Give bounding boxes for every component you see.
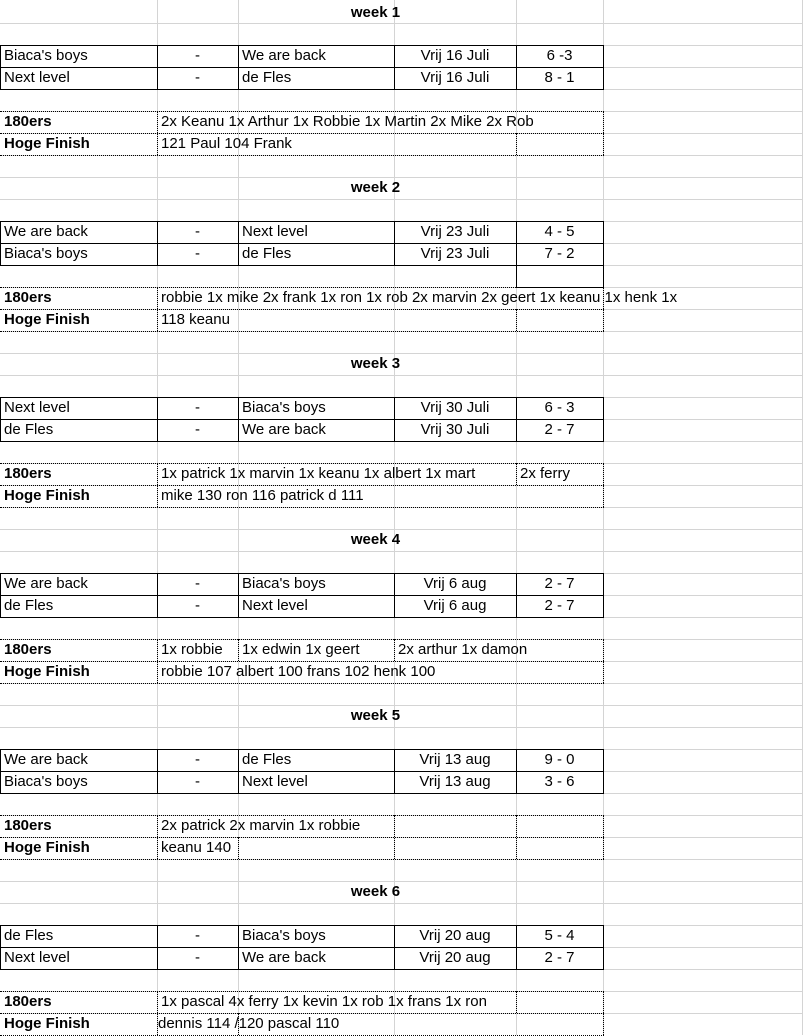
week-title: week 5 xyxy=(350,707,401,724)
match-row xyxy=(0,243,803,265)
match-date: Vrij 23 Juli xyxy=(420,223,490,240)
away-team: de Fles xyxy=(242,69,292,86)
cell-border xyxy=(0,661,604,662)
match-row xyxy=(0,595,803,617)
cell-border xyxy=(0,639,604,640)
cell-border xyxy=(157,45,158,90)
cell-border xyxy=(603,639,604,683)
finish-row xyxy=(0,1013,803,1035)
finish-value: 118 keanu xyxy=(161,311,230,328)
cell-border xyxy=(603,111,604,155)
match-score: 5 - 4 xyxy=(544,927,575,944)
home-team: Next level xyxy=(4,69,70,86)
gridline xyxy=(0,375,803,376)
match-date: Vrij 6 aug xyxy=(423,575,487,592)
cell-border xyxy=(0,287,604,288)
180ers-value: 1x patrick 1x marvin 1x keanu 1x albert 1x mart xyxy=(161,465,476,482)
separator: - xyxy=(195,399,200,416)
cell-border xyxy=(516,45,517,90)
cell-border xyxy=(238,45,239,90)
cell-border xyxy=(157,463,158,507)
finish-label: Hoge Finish xyxy=(4,487,90,504)
cell-border xyxy=(0,969,604,970)
cell-border xyxy=(157,111,158,155)
match-score: 8 - 1 xyxy=(544,69,575,86)
180ers-row xyxy=(0,287,803,309)
180ers-value: 2x patrick 2x marvin 1x robbie xyxy=(161,817,361,834)
180ers-row xyxy=(0,815,803,837)
cell-border xyxy=(0,947,604,948)
cell-border xyxy=(394,815,395,859)
week-6-header-row xyxy=(0,881,803,903)
separator: - xyxy=(195,751,200,768)
finish-value: mike 130 ron 116 patrick d 111 xyxy=(161,487,364,504)
cell-border xyxy=(0,331,604,332)
separator: - xyxy=(195,223,200,240)
match-score: 2 - 7 xyxy=(544,575,575,592)
match-row xyxy=(0,771,803,793)
match-date: Vrij 30 Juli xyxy=(420,421,490,438)
cell-border xyxy=(603,45,604,90)
match-row xyxy=(0,221,803,243)
cell-border xyxy=(0,243,604,244)
cell-border xyxy=(0,419,604,420)
cell-border xyxy=(0,595,604,596)
match-score: 7 - 2 xyxy=(544,245,575,262)
match-score: 2 - 7 xyxy=(544,597,575,614)
match-score: 4 - 5 xyxy=(544,223,575,240)
cell-border xyxy=(0,133,604,134)
cell-border xyxy=(157,573,158,618)
cell-border xyxy=(0,793,604,794)
cell-border xyxy=(603,815,604,859)
cell-border xyxy=(0,463,604,464)
match-score: 6 - 3 xyxy=(544,399,575,416)
away-team: Next level xyxy=(242,597,308,614)
cell-border xyxy=(0,45,604,46)
home-team: We are back xyxy=(4,575,88,592)
match-score: 2 - 7 xyxy=(544,421,575,438)
cell-border xyxy=(603,463,604,507)
match-date: Vrij 16 Juli xyxy=(420,47,490,64)
180ers-value: 1x edwin 1x geert xyxy=(242,641,360,658)
cell-border xyxy=(394,639,395,661)
finish-label: Hoge Finish xyxy=(4,663,90,680)
away-team: Biaca's boys xyxy=(242,575,326,592)
cell-border xyxy=(603,991,604,1035)
cell-border xyxy=(516,309,517,331)
match-date: Vrij 23 Juli xyxy=(420,245,490,262)
cell-border xyxy=(516,573,517,618)
finish-row xyxy=(0,309,803,331)
week-title: week 6 xyxy=(350,883,401,900)
finish-row xyxy=(0,133,803,155)
cell-border xyxy=(238,837,239,859)
cell-border xyxy=(0,771,604,772)
180ers-value: 1x pascal 4x ferry 1x kevin 1x rob 1x frans 1x ron xyxy=(161,993,487,1010)
180ers-row xyxy=(0,991,803,1013)
away-team: Biaca's boys xyxy=(242,399,326,416)
away-team: Next level xyxy=(242,223,308,240)
180ers-label: 180ers xyxy=(4,641,52,658)
cell-border xyxy=(394,925,395,970)
cell-border xyxy=(394,221,395,266)
cell-border xyxy=(0,67,604,68)
match-score: 3 - 6 xyxy=(544,773,575,790)
cell-border xyxy=(157,639,158,683)
cell-border xyxy=(0,815,604,816)
cell-border xyxy=(0,221,1,266)
cell-border xyxy=(157,925,158,970)
cell-border xyxy=(394,573,395,618)
match-row xyxy=(0,45,803,67)
cell-border xyxy=(157,221,158,266)
cell-border xyxy=(157,397,158,442)
match-date: Vrij 6 aug xyxy=(423,597,487,614)
match-date: Vrij 20 aug xyxy=(419,949,491,966)
cell-border xyxy=(0,507,604,508)
gridline xyxy=(0,199,803,200)
finish-row xyxy=(0,485,803,507)
away-team: We are back xyxy=(242,949,326,966)
cell-border xyxy=(238,639,239,661)
180ers-label: 180ers xyxy=(4,465,52,482)
away-team: de Fles xyxy=(242,751,292,768)
match-date: Vrij 16 Juli xyxy=(420,69,490,86)
match-row xyxy=(0,67,803,89)
cell-border xyxy=(516,265,517,287)
home-team: Next level xyxy=(4,399,70,416)
match-score: 9 - 0 xyxy=(544,751,575,768)
separator: - xyxy=(195,47,200,64)
cell-border xyxy=(0,309,604,310)
home-team: We are back xyxy=(4,223,88,240)
cell-border xyxy=(394,45,395,90)
home-team: Biaca's boys xyxy=(4,47,88,64)
separator: - xyxy=(195,69,200,86)
cell-border xyxy=(0,991,604,992)
away-team: Next level xyxy=(242,773,308,790)
week-title: week 2 xyxy=(350,179,401,196)
away-team: de Fles xyxy=(242,245,292,262)
finish-label: Hoge Finish xyxy=(4,135,90,152)
finish-value: robbie 107 albert 100 frans 102 henk 100 xyxy=(161,663,436,680)
separator: - xyxy=(195,773,200,790)
cell-border xyxy=(603,265,604,287)
180ers-value: 1x robbie xyxy=(161,641,223,658)
cell-border xyxy=(0,837,604,838)
week-title: week 4 xyxy=(350,531,401,548)
cell-border xyxy=(394,749,395,794)
cell-border xyxy=(238,397,239,442)
gridline xyxy=(0,727,803,728)
finish-row xyxy=(0,661,803,683)
180ers-row xyxy=(0,463,803,485)
home-team: de Fles xyxy=(4,927,54,944)
home-team: de Fles xyxy=(4,421,54,438)
cell-border xyxy=(516,221,517,266)
cell-border xyxy=(157,749,158,794)
cell-border xyxy=(603,925,604,970)
180ers-label: 180ers xyxy=(4,993,52,1010)
cell-border xyxy=(603,749,604,794)
week-title: week 1 xyxy=(350,4,401,21)
cell-border xyxy=(238,573,239,618)
cell-border xyxy=(0,925,1,970)
cell-border xyxy=(0,617,604,618)
cell-border xyxy=(603,287,604,331)
separator: - xyxy=(195,421,200,438)
separator: - xyxy=(195,927,200,944)
180ers-value: robbie 1x mike 2x frank 1x ron 1x rob 2x marvin 2x geert 1x keanu 1x henk 1x xyxy=(161,289,678,306)
cell-border xyxy=(157,287,158,331)
match-row xyxy=(0,419,803,441)
cell-border xyxy=(0,221,604,222)
separator: - xyxy=(195,245,200,262)
match-score: 6 -3 xyxy=(546,47,573,64)
week-3-header-row xyxy=(0,353,803,375)
cell-border xyxy=(0,265,604,266)
match-row xyxy=(0,397,803,419)
cell-border xyxy=(603,221,604,266)
gridline xyxy=(0,903,803,904)
finish-label: Hoge Finish xyxy=(4,839,90,856)
separator: - xyxy=(195,949,200,966)
cell-border xyxy=(516,397,517,442)
cell-border xyxy=(0,441,604,442)
180ers-value: 2x ferry xyxy=(520,465,571,482)
cell-border xyxy=(0,89,604,90)
cell-border xyxy=(0,155,604,156)
cell-border xyxy=(0,45,1,90)
cell-border xyxy=(394,397,395,442)
180ers-row xyxy=(0,111,803,133)
week-4-header-row xyxy=(0,529,803,551)
gridline xyxy=(0,551,803,552)
match-date: Vrij 30 Juli xyxy=(420,399,490,416)
separator: - xyxy=(195,597,200,614)
away-team: We are back xyxy=(242,421,326,438)
home-team: Biaca's boys xyxy=(4,773,88,790)
finish-value: dennis 114 /120 pascal 110 xyxy=(158,1015,340,1032)
home-team: de Fles xyxy=(4,597,54,614)
cell-border xyxy=(0,925,604,926)
180ers-label: 180ers xyxy=(4,113,52,130)
week-1-header-row xyxy=(0,2,803,24)
week-title: week 3 xyxy=(350,355,401,372)
cell-border xyxy=(516,749,517,794)
cell-border xyxy=(0,111,604,112)
match-row xyxy=(0,749,803,771)
match-date: Vrij 13 aug xyxy=(419,751,491,768)
180ers-value: 2x arthur 1x damon xyxy=(398,641,528,658)
home-team: Next level xyxy=(4,949,70,966)
180ers-value: 2x Keanu 1x Arthur 1x Robbie 1x Martin 2x Mike 2x Rob xyxy=(161,113,534,130)
cell-border xyxy=(0,749,604,750)
cell-border xyxy=(0,397,604,398)
home-team: We are back xyxy=(4,751,88,768)
match-date: Vrij 13 aug xyxy=(419,773,491,790)
180ers-label: 180ers xyxy=(4,817,52,834)
cell-border xyxy=(0,573,1,618)
cell-border xyxy=(0,485,604,486)
finish-label: Hoge Finish xyxy=(4,311,90,328)
cell-border xyxy=(238,221,239,266)
cell-border xyxy=(0,573,604,574)
cell-border xyxy=(603,573,604,618)
cell-border xyxy=(238,1013,239,1035)
cell-border xyxy=(516,463,517,485)
cell-border xyxy=(603,397,604,442)
finish-value: keanu 140 xyxy=(161,839,232,856)
cell-border xyxy=(516,991,517,1013)
cell-border xyxy=(0,683,604,684)
week-2-header-row xyxy=(0,177,803,199)
180ers-row xyxy=(0,639,803,661)
cell-border xyxy=(157,815,158,859)
cell-border xyxy=(157,991,158,1035)
match-score: 2 - 7 xyxy=(544,949,575,966)
cell-border xyxy=(516,815,517,859)
cell-border xyxy=(238,925,239,970)
cell-border xyxy=(516,925,517,970)
match-row xyxy=(0,925,803,947)
home-team: Biaca's boys xyxy=(4,245,88,262)
cell-border xyxy=(0,859,604,860)
match-date: Vrij 20 aug xyxy=(419,927,491,944)
cell-border xyxy=(0,749,1,794)
cell-border xyxy=(516,133,517,155)
180ers-label: 180ers xyxy=(4,289,52,306)
match-row xyxy=(0,573,803,595)
away-team: Biaca's boys xyxy=(242,927,326,944)
cell-border xyxy=(238,749,239,794)
match-row xyxy=(0,947,803,969)
finish-value: 121 Paul 104 Frank xyxy=(161,135,292,152)
away-team: We are back xyxy=(242,47,326,64)
cell-border xyxy=(0,1013,604,1014)
cell-border xyxy=(0,397,1,442)
week-5-header-row xyxy=(0,705,803,727)
separator: - xyxy=(195,575,200,592)
finish-label: Hoge Finish xyxy=(4,1015,90,1032)
finish-row xyxy=(0,837,803,859)
